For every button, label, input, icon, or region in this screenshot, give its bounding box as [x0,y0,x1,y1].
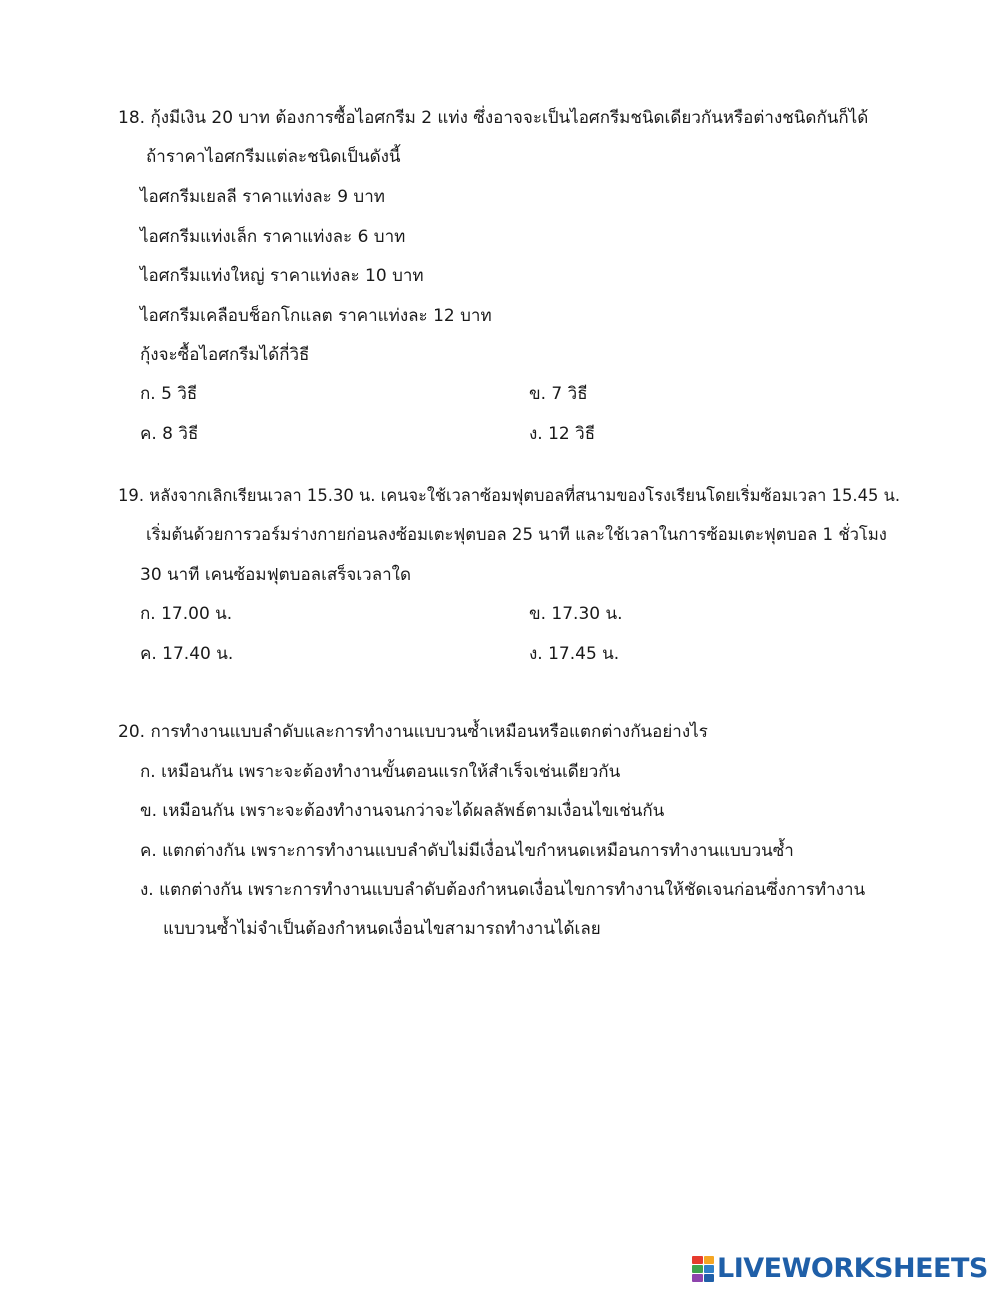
mark-block [704,1256,715,1264]
question-19-choice-d[interactable]: ง. 17.45 น. [529,644,620,664]
question-18-choice-a[interactable]: ก. 5 วิธี [140,384,198,404]
question-20-choice-d-continuation[interactable]: แบบวนซ้ำไม่จำเป็นต้องกำหนดเงื่อนไขสามารถทำงานได้เลย [163,919,601,939]
liveworksheets-wordmark: LIVEWORKSHEETS [717,1253,988,1284]
question-18-prompt: กุ้งจะซื้อไอศกรีมได้กี่วิธี [140,345,310,365]
question-19-choice-b[interactable]: ข. 17.30 น. [529,604,623,624]
liveworksheets-logo [692,1254,988,1284]
price-item-chocolate: ไอศกรีมเคลือบช็อกโกแลต ราคาแท่งละ 12 บาท [140,306,492,326]
question-19-text-line3: 30 นาที เคนซ้อมฟุตบอลเสร็จเวลาใด [140,565,412,585]
question-20-choice-d[interactable]: ง. แตกต่างกัน เพราะการทำงานแบบลำดับต้องกำหนดเงื่อนไขการทำงานให้ชัดเจนก่อนซึ่งการทำงาน [140,880,866,900]
mark-block [692,1256,703,1264]
question-19-choice-c[interactable]: ค. 17.40 น. [140,644,234,664]
question-20-text: 20. การทำงานแบบลำดับและการทำงานแบบวนซ้ำเหมือนหรือแตกต่างกันอย่างไร [118,722,708,742]
price-item-large-bar: ไอศกรีมแท่งใหญ่ ราคาแท่งละ 10 บาท [140,266,424,286]
question-18-condition: ถ้าราคาไอศกรีมแต่ละชนิดเป็นดังนี้ [146,147,401,167]
question-18-text: 18. กุ้งมีเงิน 20 บาท ต้องการซื้อไอศกรีม 2 แท่ง ซึ่งอาจจะเป็นไอศกรีมชนิดเดียวกันหรือต่างชนิดกันก็ได้ [118,108,869,128]
question-18-choice-c[interactable]: ค. 8 วิธี [140,424,199,444]
question-20-choice-c[interactable]: ค. แตกต่างกัน เพราะการทำงานแบบลำดับไม่มีเงื่อนไขกำหนดเหมือนการทำงานแบบวนซ้ำ [140,841,794,861]
mark-block [692,1265,703,1273]
liveworksheets-mark-icon [692,1256,714,1282]
question-19-choice-a[interactable]: ก. 17.00 น. [140,604,233,624]
price-item-jelly: ไอศกรีมเยลลี ราคาแท่งละ 9 บาท [140,187,385,207]
question-20-choice-a[interactable]: ก. เหมือนกัน เพราะจะต้องทำงานขั้นตอนแรกให้สำเร็จเช่นเดียวกัน [140,762,621,782]
mark-block [692,1274,703,1282]
mark-block [704,1274,715,1282]
question-19-text-line2: เริ่มต้นด้วยการวอร์มร่างกายก่อนลงซ้อมเตะฟุตบอล 25 นาที และใช้เวลาในการซ้อมเตะฟุตบอล 1 ชั่วโมง [146,525,887,544]
question-20-choice-b[interactable]: ข. เหมือนกัน เพราะจะต้องทำงานจนกว่าจะได้ผลลัพธ์ตามเงื่อนไขเช่นกัน [140,801,665,821]
price-item-small-bar: ไอศกรีมแท่งเล็ก ราคาแท่งละ 6 บาท [140,227,406,247]
question-19-text: 19. หลังจากเลิกเรียนเวลา 15.30 น. เคนจะใช้เวลาซ้อมฟุตบอลที่สนามของโรงเรียนโดยเริ่มซ้อมเวลา 15.45 น. [118,486,901,505]
question-18-choice-b[interactable]: ข. 7 วิธี [529,384,588,404]
question-18-choice-d[interactable]: ง. 12 วิธี [529,424,596,444]
mark-block [704,1265,715,1273]
